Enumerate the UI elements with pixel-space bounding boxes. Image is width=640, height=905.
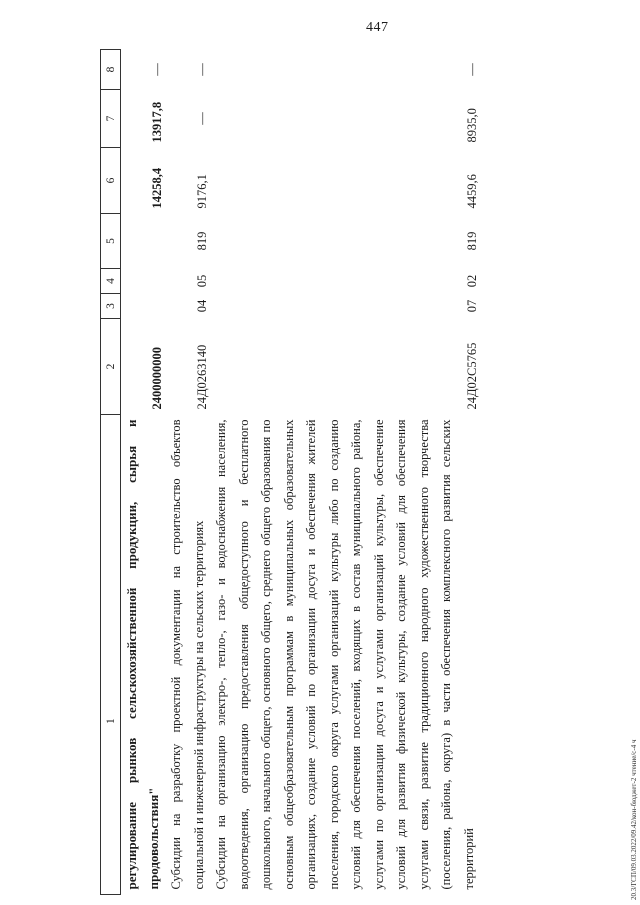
column-header-5: 5 xyxy=(101,214,121,269)
row-description: Субсидии на разработку проектной документации на строительство объектов социальной и инженерной инфраструктуры на сельских территориях xyxy=(169,419,206,890)
target-article-code: 2400000000 xyxy=(150,347,164,410)
document-stamp: 20.3/ГСП/09.03.2022/09.42/кон-бюджет-2 чтение/с-4 ч xyxy=(630,739,638,900)
subsection-code xyxy=(121,269,166,294)
row-description: регулирование рынков сельскохозяйственной продукции, сырья и продовольствия" xyxy=(124,419,161,890)
table-row xyxy=(165,50,210,895)
amount-col7: — xyxy=(195,112,209,125)
expense-type-code: 819 xyxy=(195,231,209,251)
amount-col7: 13917,8 xyxy=(150,101,164,143)
column-header-2: 2 xyxy=(101,319,121,415)
target-article-code: 24Д02С5765 xyxy=(465,342,479,410)
column-header-7: 7 xyxy=(101,90,121,148)
amount-col6: 9176,1 xyxy=(195,174,209,209)
amount-col6: 14258,4 xyxy=(150,167,164,209)
section-code: 04 xyxy=(195,299,209,313)
page-number: 447 xyxy=(366,20,389,35)
expense-type-code: 819 xyxy=(465,231,479,251)
amount-col8: — xyxy=(150,63,164,76)
subsection-code: 05 xyxy=(195,274,209,288)
column-header-6: 6 xyxy=(101,148,121,214)
amount-col8: — xyxy=(465,63,479,76)
section-code xyxy=(121,294,166,319)
table-row xyxy=(210,50,480,895)
amount-col7: 8935,0 xyxy=(465,108,479,143)
subsection-code: 02 xyxy=(465,274,479,288)
target-article-code: 24Д0263140 xyxy=(195,344,209,410)
budget-table xyxy=(100,49,480,895)
row-description: Субсидии на организацию электро-, тепло-, газо- и водоснабжения населения, водоотведения, организацию предоставления общедоступного и бесплатного дошкольного, начального общего, основного общего, среднего общего образования по основным общеобразовательным программам в муниципальных образовательных организациях, создание условий по организации досуга и обеспечения жителей поселения, городского округа услугами организаций культуры либо по созданию условий для обеспечения поселений, входящих в состав муниципального района, услугами по организации досуга и услугами организаций культуры, обеспечение условий для развития физической культуры, создание условий для обеспечения услугами связи, развитие традиционного народного художественного творчества (поселения, района, округа) в части обеспечения комплексного развития сельских территорий xyxy=(214,419,476,890)
rotated-budget-table xyxy=(100,50,620,895)
column-header-8: 8 xyxy=(101,50,121,90)
section-code: 07 xyxy=(465,299,479,313)
column-header-4: 4 xyxy=(101,269,121,294)
header-row xyxy=(101,50,121,895)
column-header-3: 3 xyxy=(101,294,121,319)
amount-col8: — xyxy=(195,63,209,76)
expense-type-code xyxy=(121,214,166,269)
column-header-1: 1 xyxy=(101,415,121,895)
amount-col6: 4459,6 xyxy=(465,174,479,209)
table-row xyxy=(121,50,166,895)
